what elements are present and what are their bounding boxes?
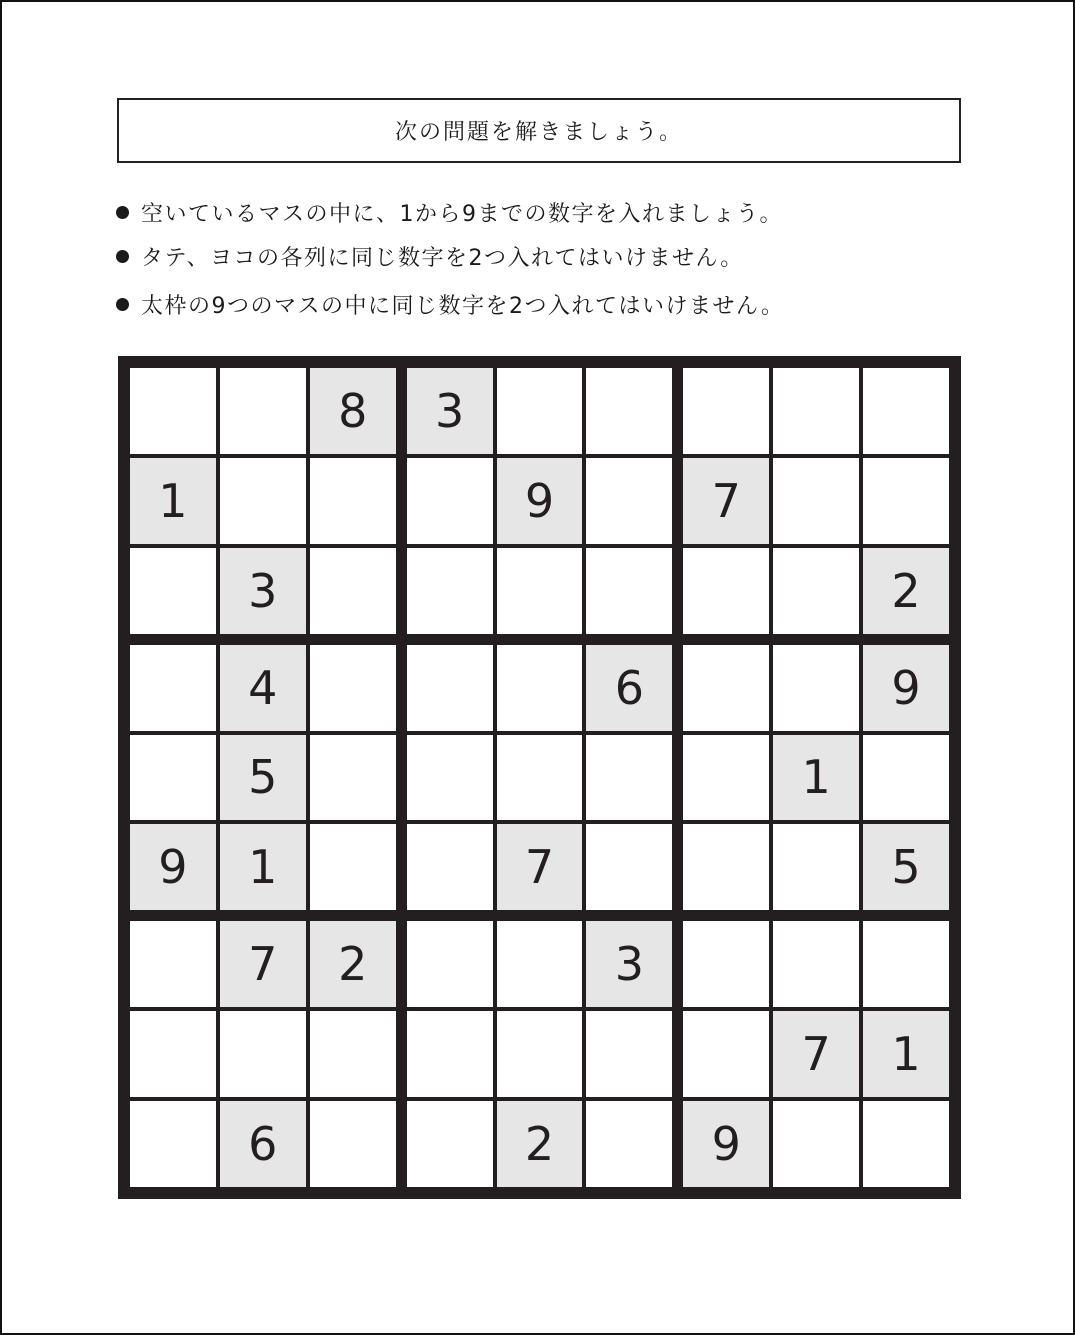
empty-cell[interactable] xyxy=(497,735,583,821)
empty-cell[interactable] xyxy=(407,548,493,634)
empty-cell[interactable] xyxy=(130,645,216,731)
given-cell: 7 xyxy=(497,824,583,910)
given-cell: 5 xyxy=(863,824,949,910)
given-cell: 1 xyxy=(130,458,216,544)
empty-cell[interactable] xyxy=(130,921,216,1007)
empty-cell[interactable] xyxy=(773,1101,859,1187)
given-cell: 3 xyxy=(220,548,306,634)
empty-cell[interactable] xyxy=(586,1011,672,1097)
empty-cell[interactable] xyxy=(497,645,583,731)
empty-cell[interactable] xyxy=(773,645,859,731)
empty-cell[interactable] xyxy=(497,921,583,1007)
given-cell: 6 xyxy=(220,1101,306,1187)
given-cell: 6 xyxy=(586,645,672,731)
empty-cell[interactable] xyxy=(497,1011,583,1097)
empty-cell[interactable] xyxy=(310,458,396,544)
given-cell: 2 xyxy=(310,921,396,1007)
given-cell: 3 xyxy=(586,921,672,1007)
empty-cell[interactable] xyxy=(497,368,583,454)
given-cell: 4 xyxy=(220,645,306,731)
empty-cell[interactable] xyxy=(130,1011,216,1097)
empty-cell[interactable] xyxy=(130,548,216,634)
given-cell: 1 xyxy=(220,824,306,910)
given-cell: 7 xyxy=(773,1011,859,1097)
rule-item xyxy=(116,234,976,278)
empty-cell[interactable] xyxy=(220,458,306,544)
empty-cell[interactable] xyxy=(310,548,396,634)
empty-cell[interactable] xyxy=(586,735,672,821)
given-cell: 1 xyxy=(863,1011,949,1097)
empty-cell[interactable] xyxy=(310,735,396,821)
empty-cell[interactable] xyxy=(130,1101,216,1187)
bullet-icon xyxy=(116,206,129,219)
instruction-title-box xyxy=(117,98,961,163)
rule-item xyxy=(116,282,976,326)
empty-cell[interactable] xyxy=(586,368,672,454)
empty-cell[interactable] xyxy=(773,368,859,454)
empty-cell[interactable] xyxy=(310,824,396,910)
empty-cell[interactable] xyxy=(130,735,216,821)
empty-cell[interactable] xyxy=(863,368,949,454)
empty-cell[interactable] xyxy=(683,921,769,1007)
empty-cell[interactable] xyxy=(683,735,769,821)
bullet-icon xyxy=(116,298,129,311)
given-cell: 9 xyxy=(497,458,583,544)
given-cell: 2 xyxy=(863,548,949,634)
given-cell: 9 xyxy=(130,824,216,910)
given-cell: 1 xyxy=(773,735,859,821)
given-cell: 2 xyxy=(497,1101,583,1187)
empty-cell[interactable] xyxy=(773,824,859,910)
given-cell: 7 xyxy=(683,458,769,544)
rule-text: 空いているマスの中に、1から9までの数字を入れましょう。 xyxy=(141,201,783,227)
empty-cell[interactable] xyxy=(863,458,949,544)
rules-list xyxy=(116,190,976,326)
empty-cell[interactable] xyxy=(310,1011,396,1097)
given-cell: 5 xyxy=(220,735,306,821)
empty-cell[interactable] xyxy=(773,458,859,544)
empty-cell[interactable] xyxy=(773,548,859,634)
empty-cell[interactable] xyxy=(497,548,583,634)
rule-text: 太枠の9つのマスの中に同じ数字を2つ入れてはいけません。 xyxy=(141,293,785,319)
empty-cell[interactable] xyxy=(683,824,769,910)
given-cell: 9 xyxy=(863,645,949,731)
empty-cell[interactable] xyxy=(586,1101,672,1187)
given-cell: 7 xyxy=(220,921,306,1007)
rule-text: タテ、ヨコの各列に同じ数字を2つ入れてはいけません。 xyxy=(141,245,744,271)
empty-cell[interactable] xyxy=(586,458,672,544)
empty-cell[interactable] xyxy=(683,645,769,731)
empty-cell[interactable] xyxy=(407,645,493,731)
empty-cell[interactable] xyxy=(407,1011,493,1097)
given-cell: 8 xyxy=(310,368,396,454)
rule-item xyxy=(116,190,976,234)
given-cell: 3 xyxy=(407,368,493,454)
bullet-icon xyxy=(116,250,129,263)
empty-cell[interactable] xyxy=(586,548,672,634)
given-cell: 9 xyxy=(683,1101,769,1187)
empty-cell[interactable] xyxy=(586,824,672,910)
empty-cell[interactable] xyxy=(407,921,493,1007)
empty-cell[interactable] xyxy=(310,1101,396,1187)
empty-cell[interactable] xyxy=(863,1101,949,1187)
empty-cell[interactable] xyxy=(683,1011,769,1097)
empty-cell[interactable] xyxy=(310,645,396,731)
empty-cell[interactable] xyxy=(683,368,769,454)
empty-cell[interactable] xyxy=(220,368,306,454)
empty-cell[interactable] xyxy=(773,921,859,1007)
empty-cell[interactable] xyxy=(407,824,493,910)
instruction-title: 次の問題を解きましょう。 xyxy=(394,120,683,145)
empty-cell[interactable] xyxy=(407,735,493,821)
empty-cell[interactable] xyxy=(407,1101,493,1187)
empty-cell[interactable] xyxy=(863,735,949,821)
empty-cell[interactable] xyxy=(683,548,769,634)
empty-cell[interactable] xyxy=(130,368,216,454)
empty-cell[interactable] xyxy=(863,921,949,1007)
sudoku-board xyxy=(118,356,961,1199)
empty-cell[interactable] xyxy=(407,458,493,544)
empty-cell[interactable] xyxy=(220,1011,306,1097)
